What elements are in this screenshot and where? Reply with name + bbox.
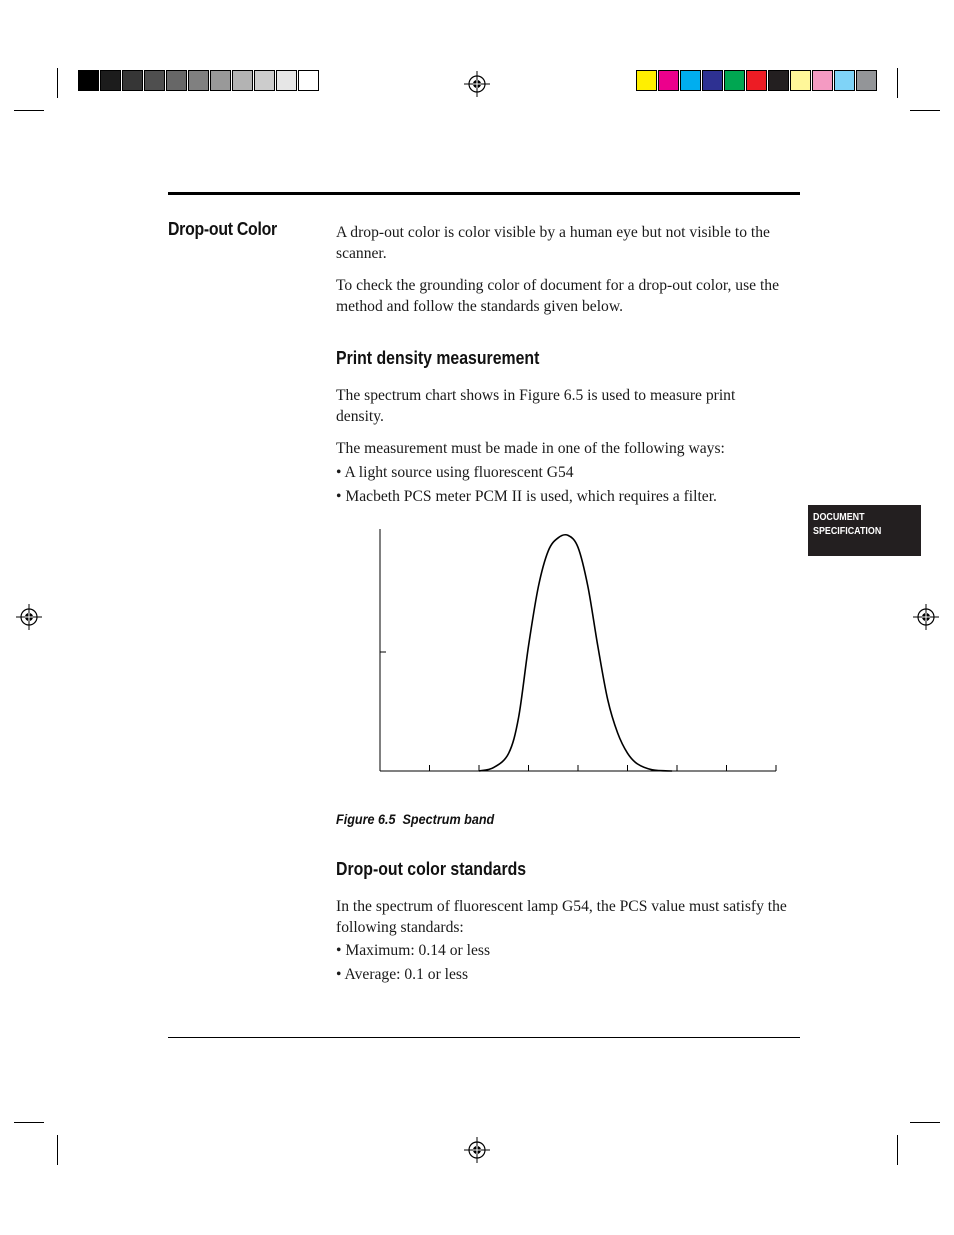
color-swatch — [680, 70, 701, 91]
color-swatch — [188, 70, 209, 91]
crop-mark — [57, 1135, 58, 1165]
crop-mark — [14, 110, 44, 111]
list-item: • A light source using fluorescent G54 — [336, 464, 574, 481]
figure-caption — [336, 811, 494, 827]
crop-mark — [910, 1122, 940, 1123]
crop-mark — [897, 68, 898, 98]
color-swatch — [122, 70, 143, 91]
chapter-tab — [808, 505, 921, 556]
registration-mark-icon — [464, 1137, 490, 1163]
color-swatch — [254, 70, 275, 91]
standards-paragraph: In the spectrum of fluorescent lamp G54, the PCS value must satisfy the following standards: — [336, 898, 787, 936]
registration-mark-icon — [16, 604, 42, 630]
list-item: • Macbeth PCS meter PCM II is used, which requires a filter. — [336, 488, 717, 505]
color-swatch — [210, 70, 231, 91]
color-swatch — [812, 70, 833, 91]
method-paragraph: To check the grounding color of document for a drop-out color, use the method and follow the standards given below. — [336, 277, 780, 315]
crop-mark — [897, 1135, 898, 1165]
color-swatch — [834, 70, 855, 91]
color-swatch — [100, 70, 121, 91]
figure-number: Figure 6.5 — [336, 811, 396, 827]
tab-label-line1: DOCUMENT — [813, 511, 865, 523]
header-rule — [168, 192, 800, 195]
standards-heading: Drop-out color standards — [336, 859, 527, 879]
footer-rule — [168, 1037, 800, 1038]
color-swatch — [724, 70, 745, 91]
figure-title: Spectrum band — [402, 811, 495, 827]
spectrum-band-chart — [370, 525, 790, 780]
spectrum-curve — [479, 535, 672, 771]
measurement-paragraph: The measurement must be made in one of the following ways: — [336, 440, 725, 457]
registration-mark-icon — [913, 604, 939, 630]
color-swatch — [276, 70, 297, 91]
registration-mark-icon — [464, 71, 490, 97]
intro-paragraph: A drop-out color is color visible by a human eye but not visible to the scanner. — [336, 224, 770, 262]
spectrum-paragraph: The spectrum chart shows in Figure 6.5 is used to measure print density. — [336, 387, 736, 425]
color-swatch — [232, 70, 253, 91]
grayscale-color-bar — [78, 70, 320, 91]
crop-mark — [910, 110, 940, 111]
crop-mark — [14, 1122, 44, 1123]
list-item: • Average: 0.1 or less — [336, 966, 469, 983]
list-item: • Maximum: 0.14 or less — [336, 942, 491, 959]
color-swatch — [78, 70, 99, 91]
color-swatch — [746, 70, 767, 91]
color-swatch — [658, 70, 679, 91]
process-color-bar — [636, 70, 878, 91]
color-swatch — [856, 70, 877, 91]
color-swatch — [636, 70, 657, 91]
color-swatch — [298, 70, 319, 91]
color-swatch — [166, 70, 187, 91]
print-density-heading: Print density measurement — [336, 348, 540, 368]
tab-label-line2: SPECIFICATION — [813, 525, 882, 537]
section-title: Drop-out Color — [168, 219, 277, 239]
color-swatch — [144, 70, 165, 91]
color-swatch — [702, 70, 723, 91]
color-swatch — [790, 70, 811, 91]
color-swatch — [768, 70, 789, 91]
crop-mark — [57, 68, 58, 98]
